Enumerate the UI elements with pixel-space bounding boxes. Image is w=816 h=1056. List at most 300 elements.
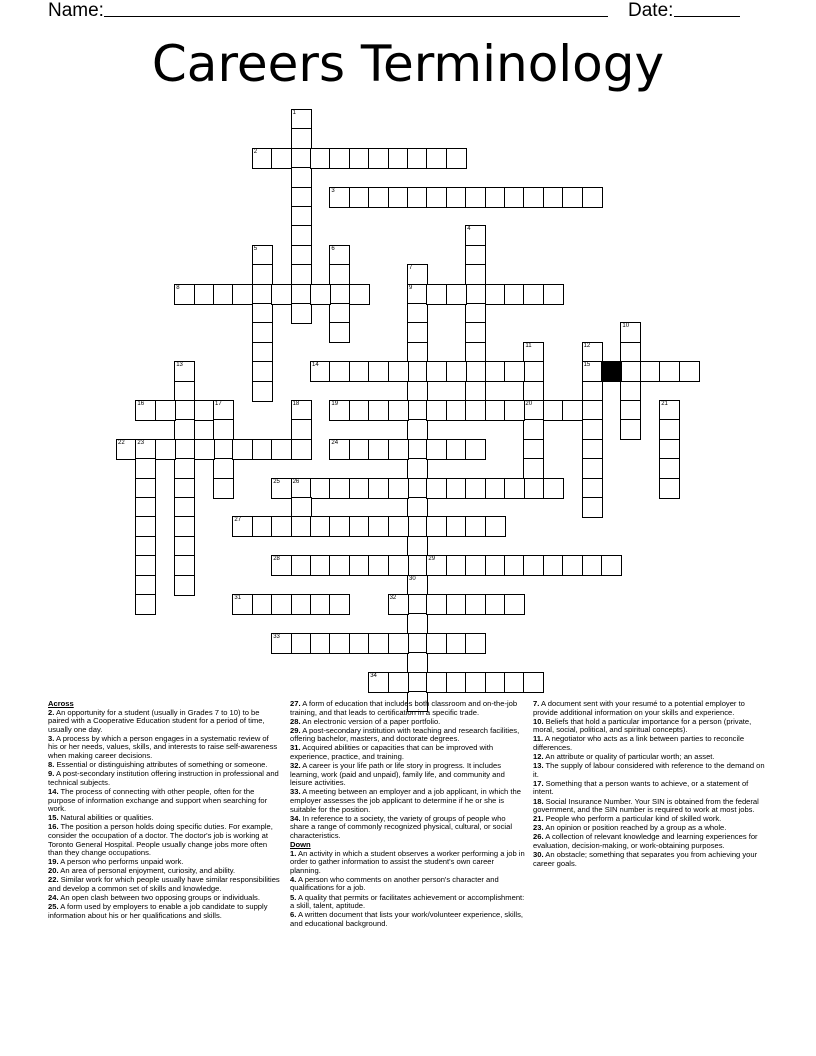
grid-cell[interactable] — [640, 361, 661, 382]
clue-number: 25. — [48, 902, 59, 912]
grid-cell[interactable] — [291, 594, 312, 615]
grid-cell[interactable] — [679, 361, 700, 382]
clue-text: A post-secondary institution offering instruction in professional and technical subjects. — [48, 769, 279, 787]
grid-cell[interactable] — [329, 400, 350, 421]
grid-cell[interactable] — [252, 284, 273, 305]
grid-cell[interactable] — [485, 594, 506, 615]
grid-cell[interactable] — [582, 381, 603, 402]
grid-cell[interactable] — [329, 264, 350, 285]
grid-cell[interactable] — [232, 284, 253, 305]
clue-item — [533, 718, 769, 735]
grid-cell[interactable] — [426, 148, 447, 169]
grid-cell[interactable] — [504, 478, 525, 499]
grid-cell[interactable] — [523, 555, 544, 576]
grid-cell[interactable] — [388, 633, 409, 654]
grid-cell[interactable] — [291, 303, 312, 324]
grid-cell[interactable] — [523, 381, 544, 402]
grid-cell[interactable] — [252, 245, 273, 266]
grid-cell[interactable] — [368, 672, 389, 693]
grid-cell[interactable] — [194, 284, 215, 305]
grid-cell[interactable] — [174, 361, 195, 382]
grid-cell[interactable] — [659, 458, 680, 479]
grid-cell[interactable] — [407, 284, 428, 305]
clue-number: 29 — [428, 556, 436, 563]
grid-cell[interactable] — [232, 594, 253, 615]
grid-cell[interactable] — [329, 284, 350, 305]
clue-item — [290, 727, 526, 744]
grid-cell[interactable] — [407, 342, 428, 363]
grid-cell[interactable] — [213, 284, 234, 305]
grid-cell[interactable] — [291, 187, 312, 208]
grid-cell[interactable] — [368, 361, 389, 382]
grid-cell[interactable] — [252, 264, 273, 285]
grid-cell[interactable] — [368, 478, 389, 499]
grid-cell[interactable] — [135, 575, 156, 596]
grid-cell[interactable] — [407, 594, 428, 615]
clue-number: 1. — [290, 848, 297, 858]
grid-cell[interactable] — [407, 536, 428, 557]
grid-cell[interactable] — [523, 419, 544, 440]
clue-text: A written document that lists your work/volunteer experience, skills, and educational background. — [290, 910, 523, 928]
grid-cell[interactable] — [523, 478, 544, 499]
grid-cell[interactable] — [349, 187, 370, 208]
grid-cell[interactable] — [465, 633, 486, 654]
grid-cell[interactable] — [446, 148, 467, 169]
grid-cell[interactable] — [620, 361, 641, 382]
grid-cell[interactable] — [310, 284, 331, 305]
grid-cell[interactable] — [349, 148, 370, 169]
grid-cell[interactable] — [155, 400, 176, 421]
grid-cell[interactable] — [291, 497, 312, 518]
grid-cell[interactable] — [562, 187, 583, 208]
grid-cell[interactable] — [329, 439, 350, 460]
grid-cell[interactable] — [659, 478, 680, 499]
grid-cell[interactable] — [194, 439, 215, 460]
grid-cell[interactable] — [310, 478, 331, 499]
grid-cell[interactable] — [368, 187, 389, 208]
grid-cell[interactable] — [407, 322, 428, 343]
grid-cell[interactable] — [174, 439, 195, 460]
clue-number: 3. — [48, 733, 55, 743]
clue-text: An activity in which a student observes a worker performing a job in order to gather information to assist the student's own career planning. — [290, 848, 525, 875]
grid-cell[interactable] — [446, 400, 467, 421]
grid-cell[interactable] — [446, 187, 467, 208]
grid-cell[interactable] — [465, 225, 486, 246]
clue-text: An opinion or position reached by a group as a whole. — [543, 823, 727, 833]
grid-cell[interactable] — [291, 439, 312, 460]
grid-cell[interactable] — [426, 555, 447, 576]
grid-cell[interactable] — [407, 613, 428, 634]
clue-number: 27. — [290, 699, 301, 708]
grid-cell[interactable] — [368, 516, 389, 537]
grid-cell[interactable] — [601, 555, 622, 576]
grid-cell[interactable] — [174, 536, 195, 557]
grid-cell[interactable] — [543, 400, 564, 421]
grid-cell[interactable] — [659, 400, 680, 421]
grid-cell[interactable] — [135, 400, 156, 421]
grid-cell[interactable] — [349, 478, 370, 499]
grid-cell[interactable] — [523, 458, 544, 479]
clue-number: 28. — [290, 716, 301, 726]
grid-cell[interactable] — [504, 361, 525, 382]
clue-item — [48, 903, 280, 920]
grid-cell[interactable] — [504, 594, 525, 615]
grid-cell[interactable] — [388, 555, 409, 576]
clue-number: 28 — [273, 556, 280, 563]
grid-cell[interactable] — [232, 439, 253, 460]
grid-cell[interactable] — [291, 245, 312, 266]
grid-cell[interactable] — [407, 575, 428, 596]
grid-cell[interactable] — [310, 555, 331, 576]
clue-item — [48, 770, 280, 787]
grid-cell[interactable] — [582, 419, 603, 440]
grid-cell[interactable] — [271, 478, 292, 499]
grid-cell[interactable] — [562, 555, 583, 576]
grid-cell[interactable] — [620, 342, 641, 363]
grid-cell[interactable] — [291, 167, 312, 188]
clue-number: 11 — [525, 342, 532, 349]
clue-number: 17. — [533, 778, 544, 788]
grid-cell[interactable] — [659, 439, 680, 460]
grid-cell[interactable] — [407, 381, 428, 402]
grid-cell[interactable] — [485, 400, 506, 421]
grid-cell[interactable] — [174, 478, 195, 499]
clue-number: 22. — [48, 875, 59, 885]
grid-cell[interactable] — [252, 594, 273, 615]
grid-cell[interactable] — [349, 284, 370, 305]
grid-cell[interactable] — [504, 555, 525, 576]
grid-cell[interactable] — [349, 516, 370, 537]
grid-cell[interactable] — [407, 478, 428, 499]
grid-cell[interactable] — [407, 497, 428, 518]
grid-cell[interactable] — [349, 555, 370, 576]
grid-cell[interactable] — [329, 322, 350, 343]
grid-cell[interactable] — [485, 478, 506, 499]
clue-number: 31. — [290, 743, 301, 753]
clue-number: 19. — [48, 857, 59, 867]
grid-cell[interactable] — [329, 187, 350, 208]
clue-number: 7. — [533, 699, 540, 708]
grid-cell[interactable] — [543, 187, 564, 208]
grid-cell[interactable] — [291, 478, 312, 499]
grid-cell[interactable] — [426, 633, 447, 654]
grid-cell[interactable] — [582, 361, 603, 382]
clue-text: Natural abilities or qualities. — [58, 813, 154, 823]
grid-cell[interactable] — [174, 555, 195, 576]
grid-cell[interactable] — [329, 148, 350, 169]
grid-cell[interactable] — [426, 672, 447, 693]
grid-cell[interactable] — [407, 187, 428, 208]
grid-cell[interactable] — [504, 187, 525, 208]
grid-cell[interactable] — [582, 458, 603, 479]
grid-cell[interactable] — [426, 516, 447, 537]
grid-cell[interactable] — [271, 633, 292, 654]
grid-cell[interactable] — [213, 439, 234, 460]
clue-item — [290, 788, 526, 814]
grid-cell[interactable] — [407, 148, 428, 169]
grid-cell[interactable] — [174, 458, 195, 479]
grid-cell[interactable] — [523, 342, 544, 363]
grid-cell[interactable] — [329, 633, 350, 654]
grid-cell[interactable] — [426, 439, 447, 460]
grid-cell[interactable] — [523, 284, 544, 305]
grid-cell[interactable] — [426, 187, 447, 208]
grid-cell[interactable] — [329, 361, 350, 382]
grid-cell[interactable] — [659, 361, 680, 382]
grid-cell[interactable] — [465, 381, 486, 402]
grid-cell[interactable] — [446, 439, 467, 460]
grid-cell[interactable] — [465, 516, 486, 537]
grid-cell[interactable] — [465, 439, 486, 460]
grid-cell[interactable] — [135, 516, 156, 537]
grid-cell[interactable] — [388, 478, 409, 499]
grid-cell[interactable] — [310, 361, 331, 382]
grid-cell[interactable] — [504, 400, 525, 421]
grid-cell[interactable] — [388, 187, 409, 208]
grid-cell[interactable] — [407, 555, 428, 576]
grid-cell[interactable] — [582, 400, 603, 421]
grid-cell[interactable] — [407, 516, 428, 537]
grid-cell[interactable] — [543, 284, 564, 305]
grid-cell[interactable] — [485, 555, 506, 576]
grid-cell[interactable] — [465, 245, 486, 266]
grid-cell[interactable] — [465, 594, 486, 615]
grid-cell[interactable] — [271, 284, 292, 305]
grid-cell[interactable] — [310, 594, 331, 615]
grid-cell[interactable] — [194, 400, 215, 421]
grid-cell[interactable] — [446, 555, 467, 576]
grid-cell[interactable] — [485, 284, 506, 305]
grid-cell[interactable] — [310, 516, 331, 537]
grid-cell[interactable] — [213, 478, 234, 499]
grid-cell[interactable] — [291, 284, 312, 305]
grid-cell[interactable] — [174, 575, 195, 596]
clue-number: 23 — [137, 439, 145, 446]
grid-cell[interactable] — [504, 284, 525, 305]
grid-cell[interactable] — [174, 419, 195, 440]
grid-cell[interactable] — [349, 439, 370, 460]
clue-number: 34. — [290, 813, 301, 823]
grid-cell[interactable] — [485, 361, 506, 382]
grid-cell[interactable] — [349, 361, 370, 382]
grid-cell[interactable] — [426, 478, 447, 499]
grid-cell[interactable] — [446, 284, 467, 305]
grid-cell[interactable] — [523, 672, 544, 693]
clue-number: 23. — [533, 823, 544, 833]
grid-cell[interactable] — [213, 400, 234, 421]
grid-cell[interactable] — [291, 109, 312, 130]
grid-cell[interactable] — [213, 419, 234, 440]
grid-cell[interactable] — [349, 400, 370, 421]
grid-cell[interactable] — [523, 187, 544, 208]
grid-cell[interactable] — [446, 672, 467, 693]
grid-cell[interactable] — [252, 381, 273, 402]
grid-cell[interactable] — [426, 400, 447, 421]
clue-item — [290, 850, 526, 876]
grid-cell[interactable] — [504, 672, 525, 693]
grid-cell[interactable] — [562, 400, 583, 421]
grid-cell[interactable] — [388, 672, 409, 693]
grid-cell[interactable] — [174, 497, 195, 518]
grid-cell[interactable] — [252, 516, 273, 537]
grid-cell[interactable] — [291, 148, 312, 169]
grid-cell[interactable] — [368, 633, 389, 654]
grid-cell[interactable] — [388, 361, 409, 382]
grid-cell[interactable] — [407, 264, 428, 285]
grid-cell[interactable] — [582, 478, 603, 499]
grid-cell[interactable] — [271, 439, 292, 460]
grid-cell[interactable] — [388, 400, 409, 421]
grid-cell[interactable] — [523, 361, 544, 382]
grid-cell[interactable] — [620, 381, 641, 402]
clue-item — [533, 798, 769, 815]
grid-cell[interactable] — [291, 419, 312, 440]
grid-cell[interactable] — [252, 303, 273, 324]
grid-cell[interactable] — [620, 400, 641, 421]
grid-cell[interactable] — [329, 303, 350, 324]
grid-cell[interactable] — [174, 381, 195, 402]
date-label: Date: — [628, 0, 674, 21]
grid-cell[interactable] — [232, 516, 253, 537]
grid-cell[interactable] — [252, 361, 273, 382]
grid-cell[interactable] — [252, 322, 273, 343]
grid-cell[interactable] — [446, 516, 467, 537]
grid-cell[interactable] — [426, 594, 447, 615]
grid-cell[interactable] — [310, 633, 331, 654]
grid-cell[interactable] — [135, 458, 156, 479]
grid-cell[interactable] — [426, 284, 447, 305]
grid-cell[interactable] — [659, 419, 680, 440]
grid-cell[interactable] — [620, 322, 641, 343]
grid-cell[interactable] — [368, 439, 389, 460]
grid-cell[interactable] — [407, 672, 428, 693]
grid-cell[interactable] — [291, 400, 312, 421]
grid-cell[interactable] — [310, 148, 331, 169]
grid-cell[interactable] — [135, 497, 156, 518]
grid-cell[interactable] — [465, 555, 486, 576]
grid-cell[interactable] — [135, 478, 156, 499]
grid-cell[interactable] — [291, 516, 312, 537]
grid-cell[interactable] — [291, 128, 312, 149]
grid-cell[interactable] — [407, 419, 428, 440]
grid-cell[interactable] — [271, 516, 292, 537]
grid-cell[interactable] — [174, 400, 195, 421]
grid-cell[interactable] — [485, 187, 506, 208]
grid-cell[interactable] — [465, 322, 486, 343]
grid-cell[interactable] — [174, 284, 195, 305]
grid-cell[interactable] — [582, 342, 603, 363]
grid-cell[interactable] — [407, 400, 428, 421]
clue-item — [48, 876, 280, 893]
grid-cell[interactable] — [368, 400, 389, 421]
grid-cell[interactable] — [465, 672, 486, 693]
grid-cell[interactable] — [252, 148, 273, 169]
grid-cell[interactable] — [407, 303, 428, 324]
clue-text: Acquired abilities or capacities that can be improved with experience, practice, and training. — [290, 743, 494, 762]
grid-cell[interactable] — [465, 187, 486, 208]
grid-cell[interactable] — [465, 342, 486, 363]
clue-number: 25 — [273, 478, 280, 485]
grid-cell[interactable] — [329, 516, 350, 537]
grid-cell[interactable] — [582, 497, 603, 518]
grid-cell[interactable] — [155, 439, 176, 460]
grid-cell[interactable] — [465, 284, 486, 305]
clue-number: 32. — [290, 761, 301, 771]
grid-cell[interactable] — [291, 555, 312, 576]
grid-cell[interactable] — [582, 439, 603, 460]
grid-cell[interactable] — [291, 264, 312, 285]
grid-cell[interactable] — [407, 458, 428, 479]
grid-cell[interactable] — [543, 478, 564, 499]
name-label: Name: — [48, 0, 104, 21]
grid-cell[interactable] — [446, 594, 467, 615]
grid-cell[interactable] — [116, 439, 137, 460]
grid-cell[interactable] — [485, 672, 506, 693]
grid-cell[interactable] — [523, 400, 544, 421]
grid-cell[interactable] — [465, 303, 486, 324]
grid-cell[interactable] — [329, 555, 350, 576]
grid-cell[interactable] — [620, 419, 641, 440]
grid-cell[interactable] — [543, 555, 564, 576]
grid-cell[interactable] — [271, 594, 292, 615]
grid-cell[interactable] — [388, 516, 409, 537]
grid-cell[interactable] — [446, 361, 467, 382]
grid-cell[interactable] — [291, 206, 312, 227]
grid-cell[interactable] — [407, 633, 428, 654]
grid-cell[interactable] — [426, 361, 447, 382]
clue-number: 31 — [234, 595, 242, 601]
grid-cell[interactable] — [291, 225, 312, 246]
grid-cell[interactable] — [523, 439, 544, 460]
grid-cell[interactable] — [252, 342, 273, 363]
grid-cell[interactable] — [465, 478, 486, 499]
clue-number: 24. — [48, 893, 59, 903]
grid-cell[interactable] — [465, 264, 486, 285]
grid-cell[interactable] — [465, 400, 486, 421]
grid-cell[interactable] — [135, 594, 156, 615]
grid-cell[interactable] — [388, 594, 409, 615]
grid-cell[interactable] — [407, 652, 428, 673]
grid-cell[interactable] — [407, 361, 428, 382]
grid-cell[interactable] — [446, 633, 467, 654]
grid-cell[interactable] — [271, 555, 292, 576]
grid-cell[interactable] — [291, 633, 312, 654]
grid-cell[interactable] — [213, 458, 234, 479]
grid-cell[interactable] — [407, 439, 428, 460]
grid-cell[interactable] — [271, 148, 292, 169]
grid-cell[interactable] — [329, 245, 350, 266]
grid-cell[interactable] — [465, 361, 486, 382]
clue-number: 21. — [533, 814, 544, 824]
grid-cell[interactable] — [368, 555, 389, 576]
grid-cell[interactable] — [446, 478, 467, 499]
grid-cell[interactable] — [349, 633, 370, 654]
grid-cell[interactable] — [135, 536, 156, 557]
grid-cell[interactable] — [485, 516, 506, 537]
grid-cell[interactable] — [135, 555, 156, 576]
grid-cell[interactable] — [582, 555, 603, 576]
grid-cell[interactable] — [252, 439, 273, 460]
grid-cell[interactable] — [135, 439, 156, 460]
grid-cell[interactable] — [582, 187, 603, 208]
grid-cell[interactable] — [329, 594, 350, 615]
grid-cell[interactable] — [388, 439, 409, 460]
grid-cell[interactable] — [368, 148, 389, 169]
grid-cell[interactable] — [174, 516, 195, 537]
grid-cell[interactable] — [388, 148, 409, 169]
grid-cell[interactable] — [329, 478, 350, 499]
clue-text: A process by which a person engages in a systematic review of his or her needs, values, skills, and interests to raise self-awareness when making career decisions. — [48, 733, 278, 761]
